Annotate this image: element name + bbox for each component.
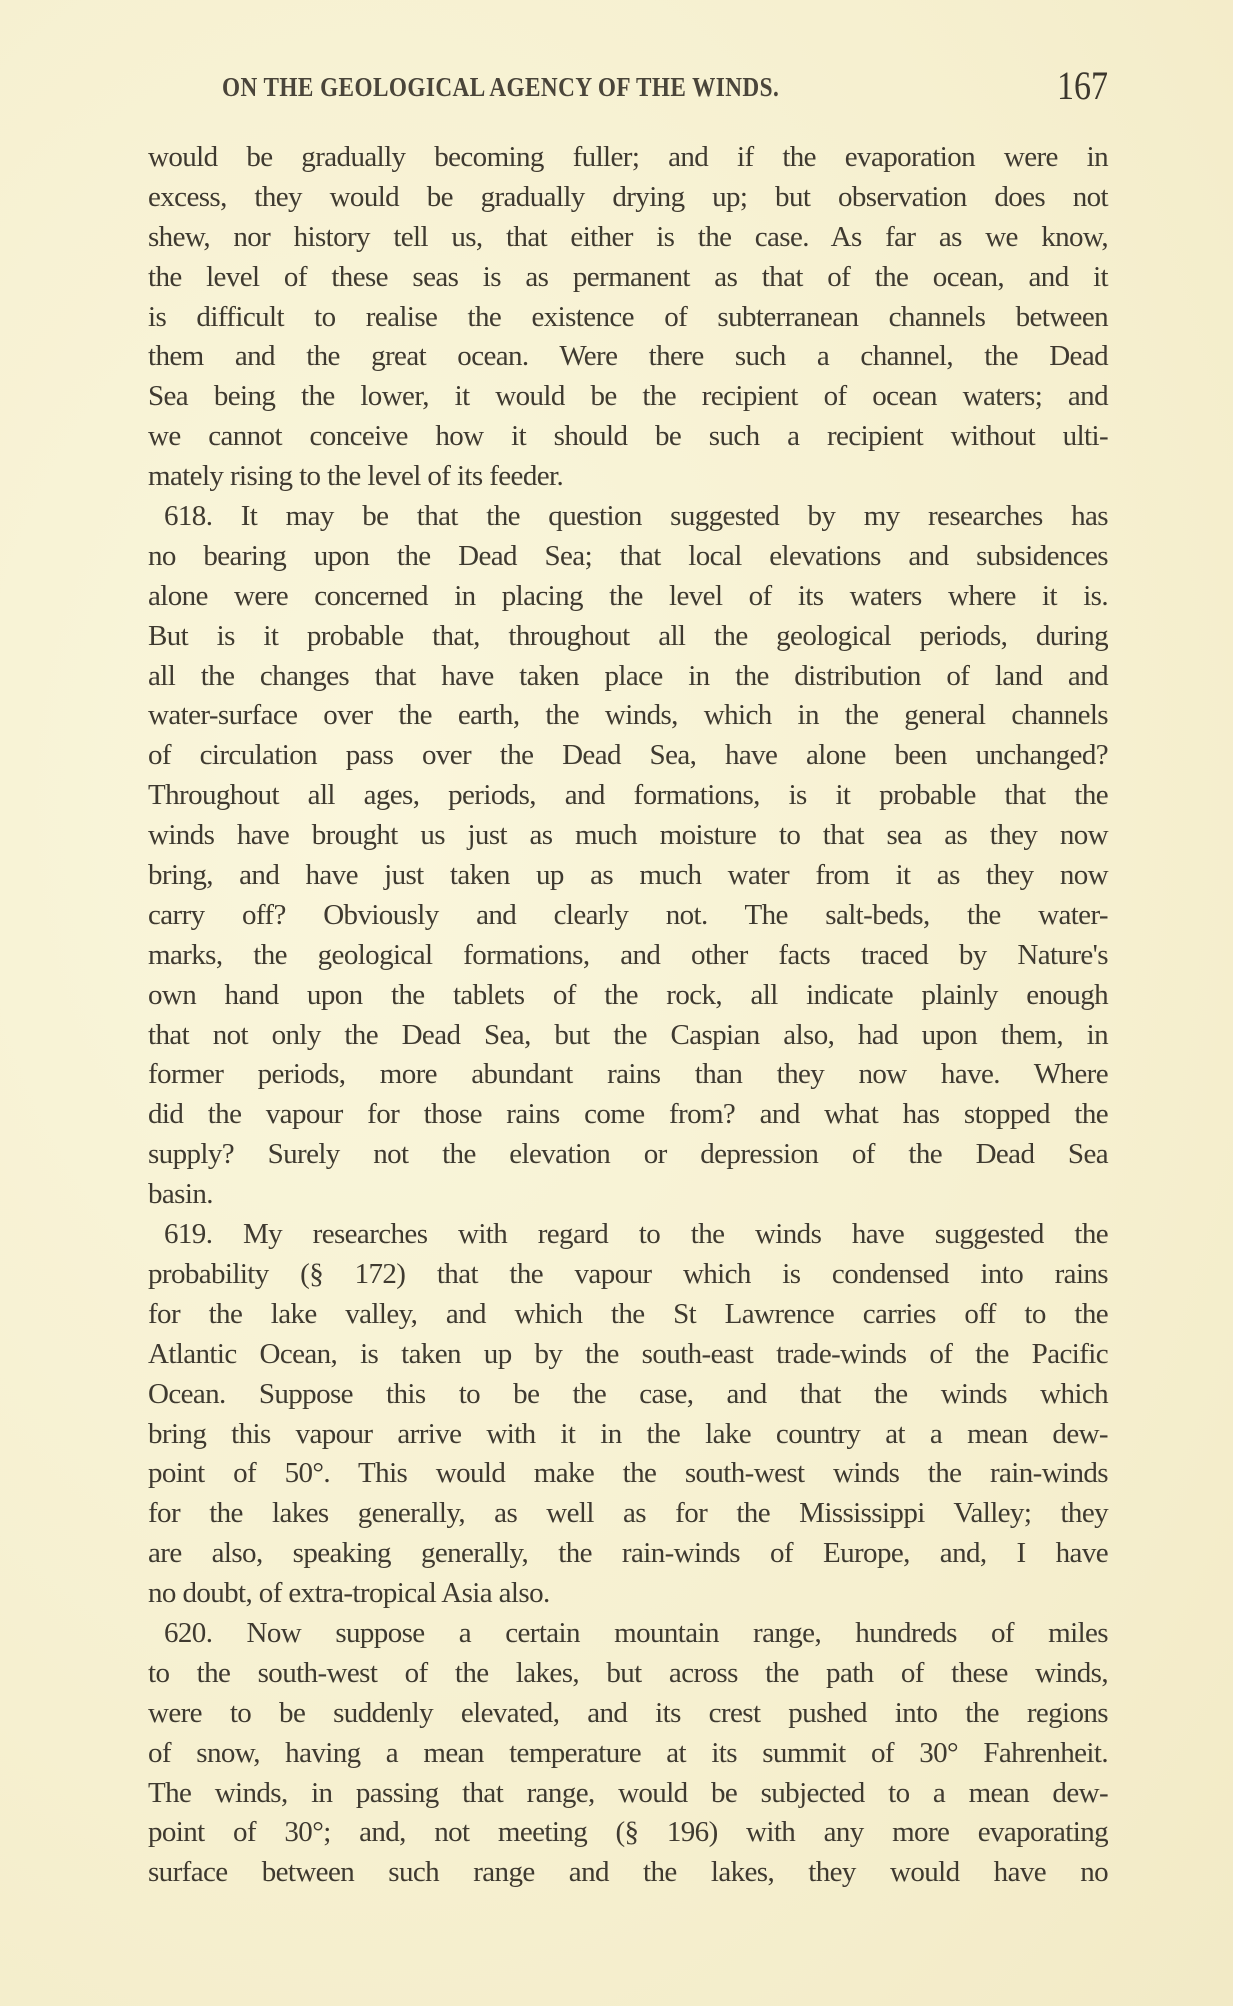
text-line: did the vapour for those rains come from? and what has stopped the [148, 1098, 1108, 1131]
text-line: we cannot conceive how it should be such a recipient without ulti- [148, 420, 1108, 453]
text-line: Ocean. Suppose this to be the case, and that the winds which [148, 1377, 1108, 1410]
text-line: excess, they would be gradually drying up; but observation does not [148, 180, 1108, 213]
text-line: would be gradually becoming fuller; and if the evaporation were in [148, 141, 1108, 173]
text-line: of snow, having a mean temperature at its summit of 30° Fahrenheit. [148, 1736, 1108, 1769]
paragraph-start-line: 620. Now suppose a certain mountain range, hundreds of miles [164, 1616, 1108, 1649]
text-line: of circulation pass over the Dead Sea, have alone been unchanged? [148, 739, 1108, 772]
text-line: no doubt, of extra-tropical Asia also. [148, 1577, 550, 1610]
text-line: basin. [148, 1178, 213, 1211]
text-line: were to be suddenly elevated, and its crest pushed into the regions [148, 1696, 1108, 1729]
text-line: shew, nor history tell us, that either is the case. As far as we know, [148, 220, 1108, 253]
body-text [148, 138, 1108, 1893]
text-line: them and the great ocean. Were there such a channel, the Dead [148, 340, 1108, 373]
text-line: bring this vapour arrive with it in the lake country at a mean dew- [148, 1417, 1108, 1450]
text-line: point of 30°; and, not meeting (§ 196) with any more evaporating [148, 1816, 1108, 1849]
text-line: to the south-west of the lakes, but across the path of these winds, [148, 1656, 1108, 1689]
text-line: bring, and have just taken up as much water from it as they now [148, 859, 1108, 892]
text-line: winds have brought us just as much moisture to that sea as they now [148, 819, 1108, 852]
text-line: are also, speaking generally, the rain-winds of Europe, and, I have [148, 1537, 1108, 1570]
text-line: supply? Surely not the elevation or depression of the Dead Sea [148, 1138, 1108, 1171]
text-line: own hand upon the tablets of the rock, all indicate plainly enough [148, 978, 1108, 1011]
paragraph-start-line: 619. My researches with regard to the winds have suggested the [164, 1218, 1108, 1251]
text-line: But is it probable that, throughout all the geological periods, during [148, 619, 1108, 652]
text-line: no bearing upon the Dead Sea; that local elevations and subsidences [148, 539, 1108, 572]
text-line: for the lakes generally, as well as for the Mississippi Valley; they [148, 1497, 1108, 1530]
text-line: The winds, in passing that range, would be subjected to a mean dew- [148, 1776, 1108, 1809]
text-line: marks, the geological formations, and other facts traced by Nature's [148, 938, 1108, 971]
text-line: Sea being the lower, it would be the recipient of ocean waters; and [148, 380, 1108, 413]
text-line: is difficult to realise the existence of subterranean channels between [148, 300, 1108, 333]
text-line: for the lake valley, and which the St Lawrence carries off to the [148, 1297, 1108, 1330]
text-line: point of 50°. This would make the south-west winds the rain-winds [148, 1457, 1108, 1490]
text-line: probability (§ 172) that the vapour which is condensed into rains [148, 1257, 1108, 1290]
text-line: mately rising to the level of its feeder. [148, 460, 564, 493]
text-line: alone were concerned in placing the level of its waters where it is. [148, 579, 1108, 612]
text-line: that not only the Dead Sea, but the Caspian also, had upon them, in [148, 1018, 1108, 1051]
text-line: the level of these seas is as permanent as that of the ocean, and it [148, 260, 1108, 293]
text-line: carry off? Obviously and clearly not. The salt-beds, the water- [148, 898, 1108, 931]
text-line: Throughout all ages, periods, and formations, is it probable that the [148, 779, 1108, 812]
running-title: ON THE GEOLOGICAL AGENCY OF THE WINDS. [222, 72, 780, 102]
text-line: former periods, more abundant rains than they now have. Where [148, 1058, 1108, 1091]
running-head [222, 62, 1108, 110]
text-line: all the changes that have taken place in the distribution of land and [148, 659, 1108, 692]
text-line: water-surface over the earth, the winds, which in the general channels [148, 699, 1108, 732]
paragraph-start-line: 618. It may be that the question suggested by my researches has [164, 500, 1108, 533]
page-number: 167 [1057, 63, 1108, 108]
text-line: surface between such range and the lakes, they would have no [148, 1856, 1108, 1889]
text-line: Atlantic Ocean, is taken up by the south-east trade-winds of the Pacific [148, 1337, 1108, 1370]
